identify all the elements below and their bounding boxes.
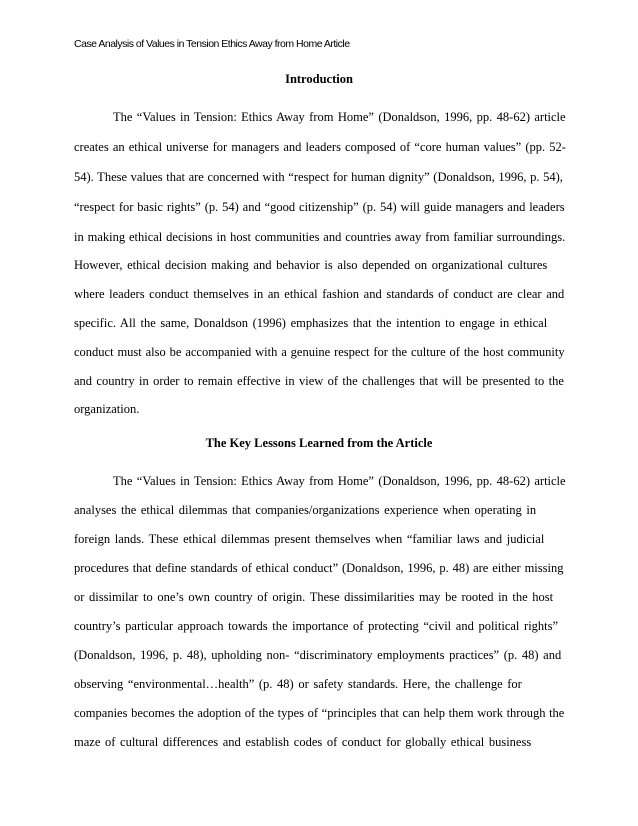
intro-line-7: where leaders conduct themselves in an ethical fashion and standards of conduct are clear and: [74, 287, 565, 301]
heading-key-lessons: The Key Lessons Learned from the Article: [205, 436, 433, 450]
intro-line-1: The “Values in Tension: Ethics Away from Home” (Donaldson, 1996, pp. 48-62) article: [113, 110, 566, 124]
lessons-line-3: foreign lands. These ethical dilemmas present themselves when “familiar laws and judicial: [74, 532, 545, 546]
intro-line-11: organization.: [74, 402, 140, 416]
intro-line-9: conduct must also be accompanied with a genuine respect for the culture of the host community: [74, 345, 565, 359]
heading-introduction: Introduction: [285, 72, 353, 86]
lessons-line-10: maze of cultural differences and establish codes of conduct for globally ethical business: [74, 735, 532, 749]
lessons-line-2: analyses the ethical dilemmas that companies/organizations experience when operating in: [74, 503, 537, 517]
intro-line-8: specific. All the same, Donaldson (1996) emphasizes that the intention to engage in ethical: [74, 316, 548, 330]
lessons-line-6: country’s particular approach towards the importance of protecting “civil and political rights”: [74, 619, 559, 633]
intro-line-10: and country in order to remain effective in view of the challenges that will be presented to the: [74, 374, 564, 388]
lessons-line-5: or dissimilar to one’s own country of origin. These dissimilarities may be rooted in the host: [74, 590, 554, 604]
lessons-line-8: observing “environmental…health” (p. 48) or safety standards. Here, the challenge for: [74, 677, 522, 691]
intro-line-2: creates an ethical universe for managers and leaders composed of “core human values” (pp. 52-: [74, 140, 566, 154]
lessons-line-9: companies becomes the adoption of the types of “principles that can help them work through the: [74, 706, 565, 720]
lessons-line-4: procedures that define standards of ethical conduct” (Donaldson, 1996, p. 48) are either missing: [74, 561, 564, 575]
intro-line-5: in making ethical decisions in host communities and countries away from familiar surroundings.: [74, 230, 566, 244]
intro-line-4: “respect for basic rights” (p. 54) and “good citizenship” (p. 54) will guide managers and leaders: [74, 200, 565, 214]
lessons-line-1: The “Values in Tension: Ethics Away from Home” (Donaldson, 1996, pp. 48-62) article: [113, 474, 566, 488]
intro-line-3: 54). These values that are concerned with “respect for human dignity” (Donaldson, 1996, p. 54),: [74, 170, 563, 184]
running-head: Case Analysis of Values in Tension Ethics Away from Home Article: [74, 38, 350, 50]
intro-line-6: However, ethical decision making and behavior is also depended on organizational cultures: [74, 258, 548, 272]
lessons-line-7: (Donaldson, 1996, p. 48), upholding non- “discriminatory employments practices” (p. 48) and: [74, 648, 562, 662]
